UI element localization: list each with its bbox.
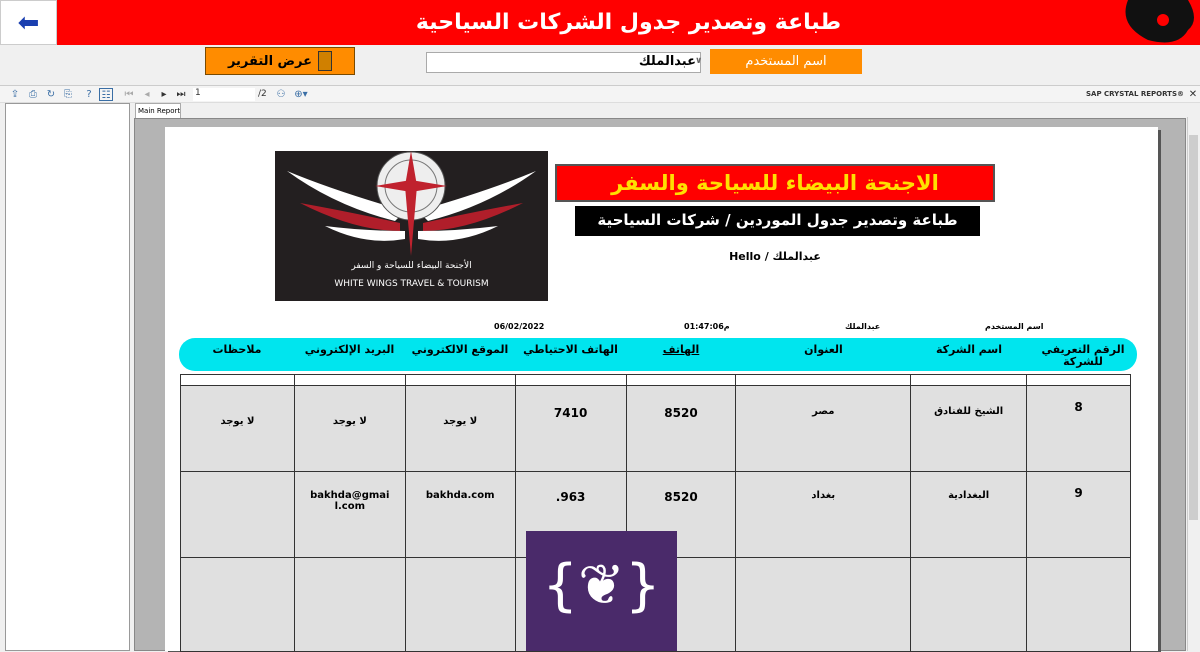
prev-page-icon[interactable]: ◂ xyxy=(144,89,150,100)
col-notes: ملاحظات xyxy=(212,343,262,356)
spacer-cell xyxy=(181,375,295,386)
copy-icon[interactable]: ⎘ xyxy=(64,89,72,100)
find-icon[interactable]: ⚇ xyxy=(276,89,286,100)
tab-main-report[interactable]: Main Report xyxy=(135,103,181,118)
scrollbar-thumb[interactable] xyxy=(1189,135,1198,520)
col-phone: الهاتف xyxy=(662,343,700,356)
col-email: البريد الإلكتروني xyxy=(304,343,395,356)
empty-cell xyxy=(736,558,911,652)
help-icon[interactable]: ? xyxy=(86,89,92,100)
report-user-name: عبدالملك xyxy=(845,322,881,331)
cell-phone: 8520 xyxy=(626,386,736,472)
back-arrow-icon: ⬅ xyxy=(17,7,40,38)
logo-english-text: WHITE WINGS TRAVEL & TOURISM xyxy=(334,279,489,289)
wings-compass-icon xyxy=(275,151,548,261)
cell-email: bakhda@gmail.com xyxy=(294,472,405,558)
cell-notes: لا يوجد xyxy=(181,386,295,472)
cell-website: bakhda.com xyxy=(405,472,515,558)
spacer-cell xyxy=(911,375,1027,386)
zoom-icon[interactable]: ⊕▾ xyxy=(294,89,308,100)
logo-arabic-text: الأجنحة البيضاء للسياحة و السفر xyxy=(351,261,472,271)
page-total: /2 xyxy=(258,89,267,99)
last-page-icon[interactable]: ⏭ xyxy=(176,89,186,100)
cell-company: البغدادية xyxy=(911,472,1027,558)
refresh-icon[interactable]: ↻ xyxy=(46,89,56,100)
col-alt-phone: الهاتف الاحتياطي xyxy=(523,343,618,356)
chevron-down-icon: ∨ xyxy=(695,56,703,66)
user-select[interactable] xyxy=(426,52,701,73)
cell-alt-phone: 963. xyxy=(515,472,626,558)
cell-alt-phone: 7410 xyxy=(515,386,626,472)
back-button[interactable] xyxy=(0,0,57,45)
report-user-caption: اسم المستخدم xyxy=(985,322,1044,331)
group-tree-panel[interactable] xyxy=(5,103,130,651)
sap-brand: SAP CRYSTAL REPORTS® xyxy=(1086,90,1184,98)
export-icon[interactable]: ⇪ xyxy=(10,89,20,100)
cell-id: 8 xyxy=(1027,386,1131,472)
show-report-button[interactable] xyxy=(205,47,355,75)
user-label: اسم المستخدم xyxy=(710,49,862,74)
spacer-cell xyxy=(626,375,736,386)
close-icon[interactable]: ✕ xyxy=(1188,89,1198,100)
company-name: الاجنحة البيضاء للسياحة والسفر xyxy=(555,164,995,202)
col-company: اسم الشركة xyxy=(935,343,1003,356)
cell-address: مصر xyxy=(736,386,911,472)
cell-email: لا يوجد xyxy=(294,386,405,472)
empty-cell xyxy=(181,558,295,652)
spacer-cell xyxy=(736,375,911,386)
next-page-icon[interactable]: ▸ xyxy=(161,89,167,100)
col-website: الموقع الالكتروني xyxy=(411,343,509,356)
cell-notes xyxy=(181,472,295,558)
empty-cell xyxy=(405,558,515,652)
table-row xyxy=(181,386,1131,472)
cell-address: بغداد xyxy=(736,472,911,558)
company-logo xyxy=(275,151,548,301)
hello-text: عبدالملك / Hello xyxy=(729,250,821,263)
spacer-cell xyxy=(1027,375,1131,386)
print-icon[interactable]: ⎙ xyxy=(29,89,37,100)
report-time: 01:47:06م xyxy=(684,322,730,331)
cell-phone: 8520 xyxy=(626,472,736,558)
group-tree-toggle-icon[interactable]: ☷ xyxy=(99,88,113,101)
report-toolbar xyxy=(0,85,1200,103)
user-select-value: عبدالملك xyxy=(638,54,696,69)
corner-logo-icon xyxy=(1118,0,1200,45)
spacer-cell xyxy=(515,375,626,386)
col-id: الرقم التعريفي للشركة xyxy=(1041,343,1125,368)
first-page-icon[interactable]: ⏮ xyxy=(124,89,134,100)
empty-cell xyxy=(1027,558,1131,652)
report-subtitle: طباعة وتصدير جدول الموردين / شركات السياحية xyxy=(575,206,980,236)
page-title: طباعة وتصدير جدول الشركات السياحية xyxy=(57,0,1200,45)
report-icon xyxy=(318,51,332,71)
cell-id: 9 xyxy=(1027,472,1131,558)
cell-company: الشيخ للفنادق xyxy=(911,386,1027,472)
empty-cell xyxy=(294,558,405,652)
report-date: 06/02/2022 xyxy=(494,322,545,331)
watermark-logo-icon: {❦} xyxy=(526,531,677,651)
spacer-cell xyxy=(294,375,405,386)
col-address: العنوان xyxy=(804,343,843,356)
show-report-label: عرض التقرير xyxy=(227,53,313,69)
cell-website: لا يوجد xyxy=(405,386,515,472)
spacer-cell xyxy=(405,375,515,386)
page-input[interactable]: 1 xyxy=(193,88,255,101)
empty-cell xyxy=(911,558,1027,652)
